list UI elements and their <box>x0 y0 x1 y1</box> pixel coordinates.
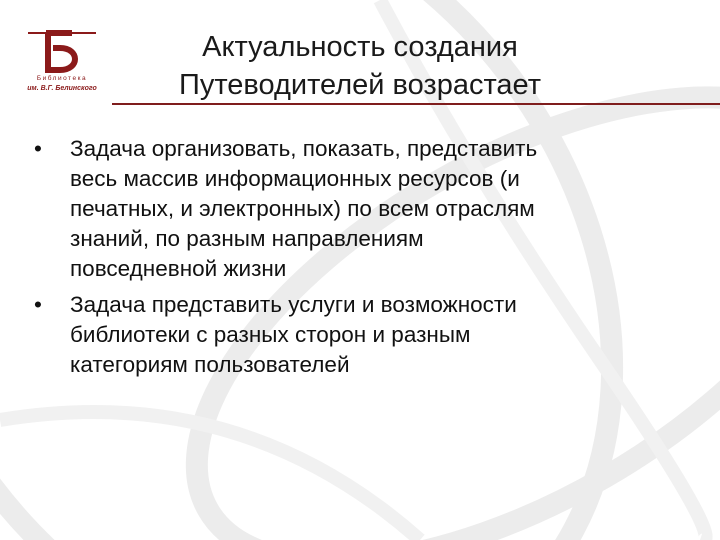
bullet-icon: • <box>34 292 42 317</box>
bullet-text: Задача организовать, показать, представить весь массив информационных ресурсов (и печатных, и электронных) по всем отраслям знаний, по разным направлениям повседневной жизни <box>70 136 538 281</box>
bullet-item <box>34 290 674 380</box>
slide-title-line-1: Актуальность создания <box>202 31 518 63</box>
slide-title-line-2: Путеводителей возрастает <box>178 69 542 101</box>
bullet-item <box>34 134 674 284</box>
logo-caption-top: Библиотека <box>36 75 88 82</box>
logo-caption-bottom: им. В.Г. Белинского <box>27 85 97 92</box>
title-divider <box>112 103 720 105</box>
library-logo <box>22 26 102 100</box>
library-logo-icon <box>22 26 102 74</box>
bullet-icon: • <box>34 136 42 161</box>
bullet-text: Задача представить услуги и возможности библиотеки с разных сторон и разным категориям пользователей <box>70 292 517 377</box>
bullet-list <box>34 134 674 386</box>
slide-title <box>120 28 600 104</box>
